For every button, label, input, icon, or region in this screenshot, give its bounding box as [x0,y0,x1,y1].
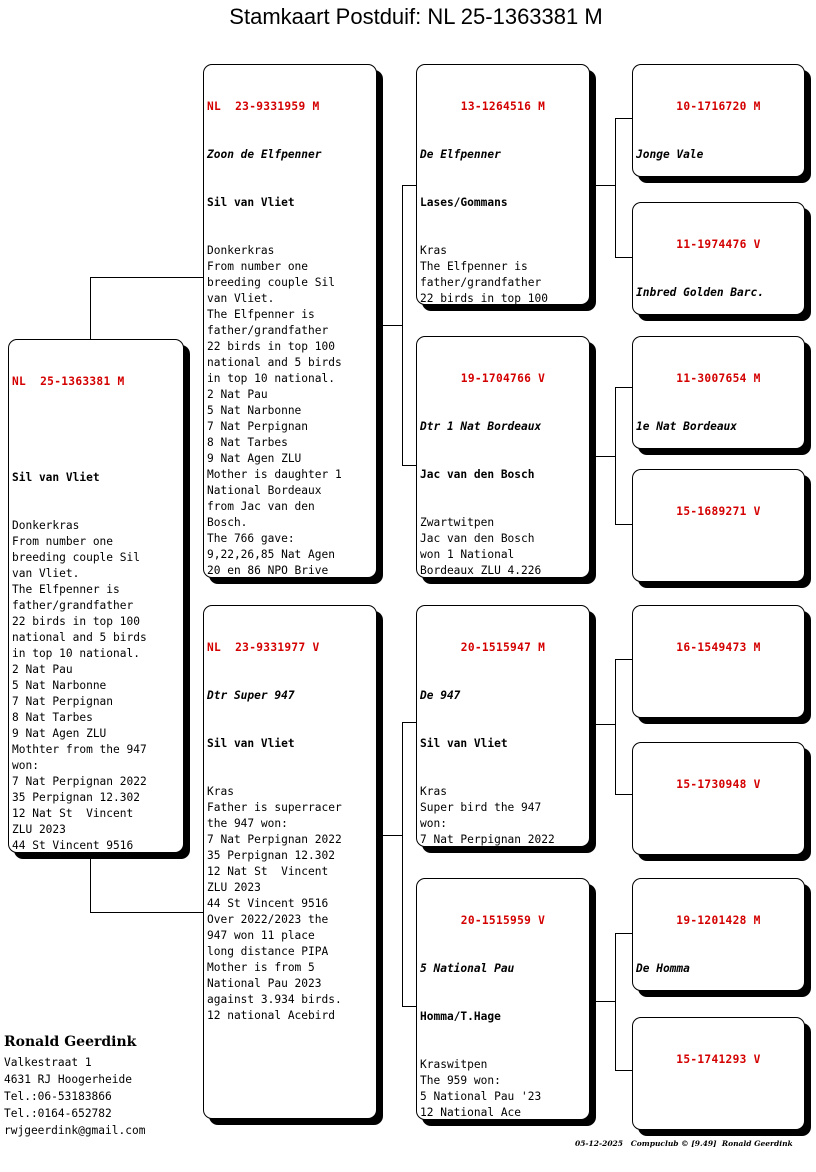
pigeon-name [636,825,801,841]
connector-line [402,722,403,1007]
pigeon-card-mm[interactable] [416,878,590,1120]
owner-street: Valkestraat 1 [4,1056,92,1069]
pigeon-notes [420,784,586,847]
note-line: father/grandfather [12,599,134,612]
connector-line [402,465,416,466]
note-line: Super bird the 947 [420,801,542,814]
note-line: van Vliet. [12,567,80,580]
note-line: Jac van den Bosch [420,532,535,545]
note-line: 35 Perpignan 12.302 [207,849,335,862]
note-line: 9 Nat Agen ZLU [12,727,107,740]
note-line: Bosch. [207,516,248,529]
pigeon-card-mmf[interactable] [632,878,805,991]
breeder-name: Sil van Vliet [420,737,508,750]
note-line: Kraswitpen [420,1058,488,1071]
ring-number: 19-1704766 V [460,372,546,385]
note-line: national and 5 birds [207,356,342,369]
connector-line [90,277,91,340]
owner-address-block [4,1034,145,1139]
pigeon-card-fff[interactable] [632,64,805,177]
note-line: the 947 won: [207,817,288,830]
note-line: Zwartwitpen [420,516,495,529]
pigeon-name: Dtr Super 947 [207,689,295,702]
pigeon-name: Jonge Vale [636,148,704,161]
note-line: won: [420,817,447,830]
connector-line [90,853,91,913]
note-line: Mother is from 5 [207,961,315,974]
footer-credit: 05-12-2025 Compuclub © [9.49] Ronald Geerdink [575,1139,793,1148]
pigeon-name: 5 National Pau [420,962,515,975]
note-line: 12 Nat St Vincent [207,865,329,878]
pigeon-notes [420,243,586,305]
note-line: 22 birds in top 100 [207,340,335,353]
note-line: 22 birds in top 100 [420,292,548,305]
note-line: 7 Nat Perpignan 2022 [420,833,555,846]
connector-line [615,933,616,1071]
pigeon-card-fm[interactable] [416,336,590,578]
breeder-name: Sil van Vliet [12,471,100,484]
note-line: Donkerkras [207,244,275,257]
connector-line [615,933,632,934]
breeder-name: Jac van den Bosch [420,468,535,481]
note-line: 7 Nat Perpignan 2022 [207,833,342,846]
pigeon-name: Zoon de Elfpenner [207,148,322,161]
pigeon-name [636,552,801,568]
ring-number: 13-1264516 M [460,100,546,113]
pigeon-card-mff[interactable] [632,605,805,718]
note-line: 8 Nat Tarbes [12,711,93,724]
owner-city: 4631 RJ Hoogerheide [4,1073,132,1086]
owner-tel-mobile: Tel.:06-53183866 [4,1090,112,1103]
note-line: ZLU 2023 [207,881,261,894]
pigeon-card-subject[interactable] [8,339,184,853]
connector-line [595,724,615,725]
pigeon-card-fmf[interactable] [632,336,805,449]
breeder-name: Homma/T.Hage [420,1010,501,1023]
note-line: father/grandfather [207,324,329,337]
note-line: Kras [207,785,234,798]
note-line: 22 birds in top 100 [12,615,140,628]
note-line: National Pau 2023 [207,977,322,990]
note-line: national and 5 birds [12,631,147,644]
pigeon-notes [12,518,180,853]
connector-line [615,659,632,660]
note-line: 35 Perpignan 12.302 [12,791,140,804]
connector-line [90,277,203,278]
ring-number: 16-1549473 M [676,641,761,654]
ring-number: 20-1515959 V [460,914,546,927]
note-line: father/grandfather [420,276,542,289]
connector-line [615,524,632,525]
ring-number: NL 23-9331977 V [207,641,320,654]
note-line: ZLU 2023 [12,823,66,836]
note-line: Over 2022/2023 the [207,913,329,926]
note-line: 20 en 86 NPO Brive [207,564,329,577]
note-line: from Jac van den [207,500,315,513]
note-line: 2 Nat Pau [207,388,268,401]
pigeon-card-mmm[interactable] [632,1017,805,1130]
connector-line [402,722,416,723]
pigeon-name: De Homma [636,962,690,975]
ring-number: 15-1741293 V [676,1053,761,1066]
note-line: 12 Nat St Vincent [12,807,134,820]
connector-line [595,185,615,186]
breeder-name: Sil van Vliet [207,196,295,209]
note-line: From number one [12,535,114,548]
connector-line [615,257,632,258]
note-line: The 766 gave: [207,532,295,545]
note-line: 5 National Pau '23 [420,1090,542,1103]
connector-line [615,387,616,525]
pigeon-name: 1e Nat Bordeaux [636,420,738,433]
note-line: against 3.934 birds. [207,993,342,1006]
note-line: The Elfpenner is [207,308,315,321]
note-line: 12 national Acebird [207,1009,335,1022]
note-line: 947 won 11 place [207,929,315,942]
note-line: The 959 won: [420,1074,501,1087]
note-line: 12 National Ace [420,1106,522,1119]
note-line: in top 10 national. [207,372,335,385]
note-line: 5 Nat Narbonne [12,679,107,692]
pigeon-card-father[interactable] [203,64,377,578]
pigeon-notes [420,515,586,578]
note-line: won 1 National [420,548,515,561]
ring-number: 20-1515947 M [460,641,546,654]
note-line: long distance PIPA [207,945,329,958]
ring-number: 19-1201428 M [676,914,761,927]
connector-line [615,118,632,119]
note-line: 2 Nat Pau [12,663,73,676]
connector-line [90,912,203,913]
ring-number: 11-3007654 M [676,372,761,385]
note-line: 44 St Vincent 9516 [207,897,329,910]
note-line: Kras [420,244,447,257]
note-line: 9 Nat Agen ZLU [207,452,302,465]
ring-number: NL 25-1363381 M [12,375,125,388]
owner-tel-landline: Tel.:0164-652782 [4,1107,112,1120]
pigeon-card-ff[interactable] [416,64,590,305]
ring-number: NL 23-9331959 M [207,100,320,113]
pigeon-notes [207,243,373,578]
pigeon-name: De 947 [420,689,461,702]
note-line: 9,22,26,85 Nat Agen [207,548,335,561]
pigeon-card-mfm[interactable] [632,742,805,855]
note-line: Donkerkras [12,519,80,532]
pigeon-notes [420,1057,586,1120]
connector-line [615,118,616,258]
pigeon-card-mf[interactable] [416,605,590,847]
breeder-name: Sil van Vliet [207,737,295,750]
note-line: breeding couple Sil [12,551,140,564]
connector-line [595,456,615,457]
connector-line [402,185,403,465]
connector-line [615,1070,632,1071]
connector-line [595,1001,615,1002]
note-line: National Bordeaux [207,484,322,497]
connector-line [615,387,632,388]
pigeon-name: Inbred Golden Barc. [636,286,764,299]
note-line: Mothter from the 947 [12,743,147,756]
note-line: 44 St Vincent 9516 [12,839,134,852]
connector-line [615,659,616,795]
pigeon-name: Dtr 1 Nat Bordeaux [420,420,542,433]
note-line: The Elfpenner is [12,583,120,596]
note-line: 7 Nat Perpignan 2022 [12,775,147,788]
note-line: won: [12,759,39,772]
note-line: breeding couple Sil [207,276,335,289]
note-line: van Vliet. [207,292,275,305]
connector-line [402,1006,416,1007]
pigeon-card-fmm[interactable] [632,469,805,582]
pigeon-card-mother[interactable] [203,605,377,1119]
note-line: Mother is daughter 1 [207,468,342,481]
ring-number: 15-1689271 V [676,505,761,518]
note-line: 7 Nat Perpignan [207,420,309,433]
connector-line [382,835,402,836]
note-line: 7 Nat Perpignan [12,695,114,708]
note-line: Kras [420,785,447,798]
page-title: Stamkaart Postduif: NL 25-1363381 M [229,4,603,29]
ring-number: 15-1730948 V [676,778,761,791]
note-line: 5 Nat Narbonne [207,404,302,417]
connector-line [402,185,416,186]
ring-number: 10-1716720 M [676,100,761,113]
note-line: From number one [207,260,309,273]
connector-line [382,325,402,326]
note-line: Father is superracer [207,801,342,814]
note-line: The Elfpenner is [420,260,528,273]
owner-name: Ronald Geerdink [4,1034,137,1050]
pigeon-notes [207,784,373,1024]
note-line: Bordeaux ZLU 4.226 [420,564,542,577]
pigeon-name [12,422,180,438]
note-line: in top 10 national. [12,647,140,660]
connector-line [615,794,632,795]
pigeon-name: De Elfpenner [420,148,501,161]
note-line: 8 Nat Tarbes [207,436,288,449]
ring-number: 11-1974476 V [676,238,761,251]
owner-email: rwjgeerdink@gmail.com [4,1124,146,1137]
breeder-name: Lases/Gommans [420,196,508,209]
pigeon-name [636,1100,801,1116]
pigeon-name [636,688,801,704]
pigeon-card-ffm[interactable] [632,202,805,315]
